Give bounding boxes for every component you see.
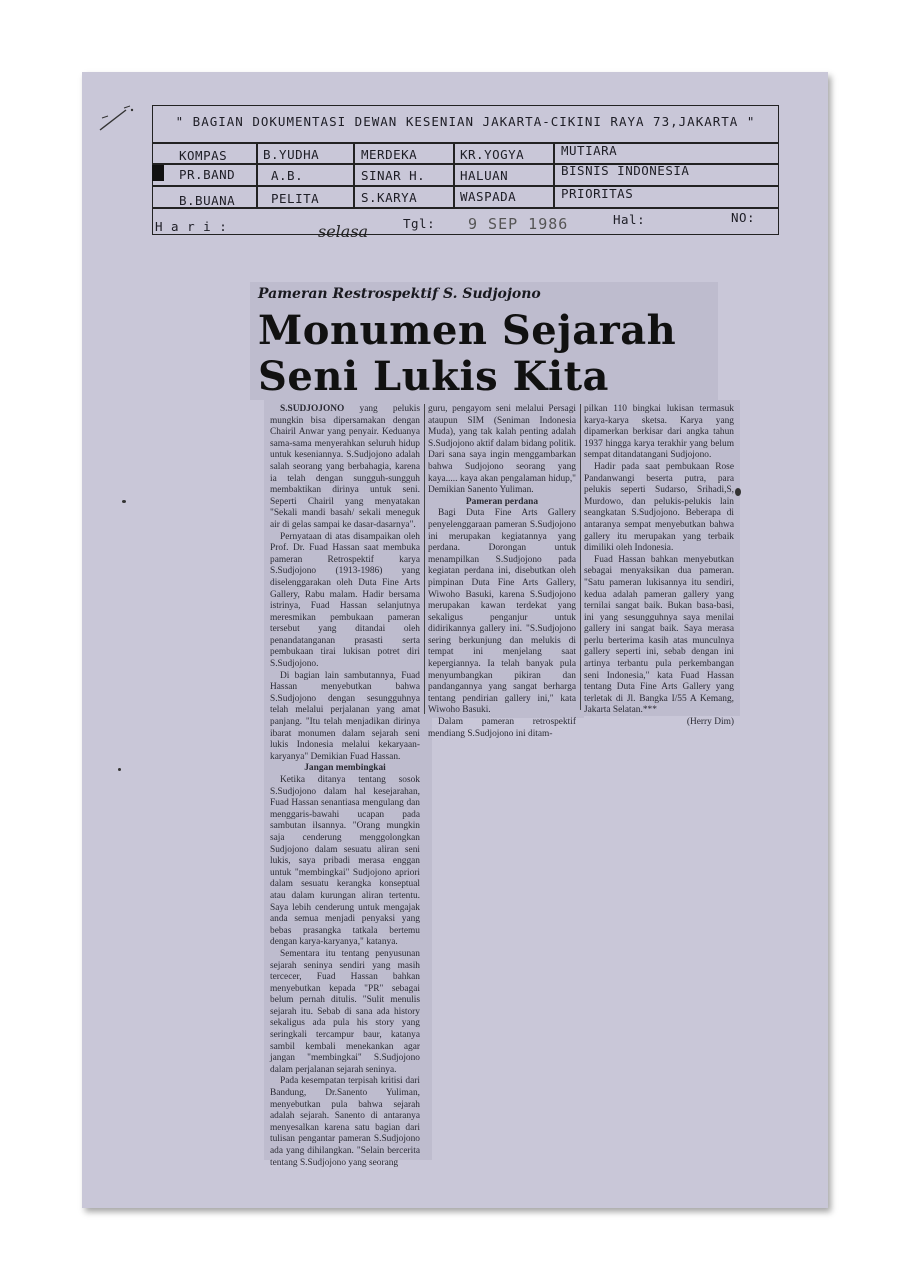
paper-ab: A.B. xyxy=(271,168,304,183)
col2-paragraph-3: Dalam pameran retrospektif mendiang S.Sudjojono ini ditam- xyxy=(428,717,576,739)
paper-merdeka: MERDEKA xyxy=(361,147,418,162)
paper-b-buana: B.BUANA xyxy=(179,193,236,208)
date-stamp: 9 SEP 1986 xyxy=(468,215,569,233)
header-title: " BAGIAN DOKUMENTASI DEWAN KESENIAN JAKARTA-CIKINI RAYA 73,JAKARTA " xyxy=(175,114,756,129)
column-divider-1 xyxy=(424,404,425,714)
paper-mutiara: MUTIARA xyxy=(561,143,618,158)
paper-s-karya: S.KARYA xyxy=(361,190,418,205)
col3-paragraph-2: Hadir pada saat pembukaan Rose Pandanwangi beserta putra, para pelukis seperti Sudarso, Srihadi,S, Murdowo, dan pelukis-pelukis lain seangkatan S.Sudjojono. Beberapa di antaranya sempat menyebutkan bahwa gallery itu merupakan yang terbaik dimiliki oleh Indonesia. xyxy=(584,461,734,554)
col1-paragraph-5: Sementara itu tentang penyusunan sejarah seninya sendiri yang masih tercecer, Fuad Hassan bahkan menyebutkan kepada "PR" sebagai belum pernah ditulis. "Sulit menulis sejarah itu. Sebab di sana ada history sekaligus ada pula his story yang seringkali tercampur baur, katanya sambil kembali menekankan agar jangan "membingkai" S.Sudjojono dalam perjalanan sejarah seninya. xyxy=(270,948,420,1075)
col2-subheading: Pameran perdana xyxy=(465,496,539,507)
paper-kompas: KOMPAS xyxy=(179,148,228,163)
article-headline xyxy=(258,308,676,400)
article-column-1 xyxy=(270,404,420,1169)
headline-line-2: Seni Lukis Kita xyxy=(258,353,609,400)
paper-prioritas: PRIORITAS xyxy=(561,186,634,201)
col1-subheading: Jangan membingkai xyxy=(304,763,386,774)
paper-b-yudha: B.YUDHA xyxy=(263,147,320,162)
hari-handwritten: selasa xyxy=(318,222,369,241)
article-column-3 xyxy=(584,404,734,729)
paper-bisnis-indonesia: BISNIS INDONESIA xyxy=(561,163,690,178)
selected-paper-marker xyxy=(152,165,164,181)
article-kicker: Pameran Restrospektif S. Sudjojono xyxy=(258,286,541,302)
article-column-2 xyxy=(428,404,576,740)
paper-pr-band: PR.BAND xyxy=(179,167,236,182)
hari-label: H a r i : xyxy=(155,219,228,234)
col3-paragraph-1: pilkan 110 bingkai lukisan termasuk karya-karya sketsa. Karya yang dipamerkan berkisar dari angka tahun 1937 hingga karya terakhir yang belum sempat ditandatangani Sudjojono. xyxy=(584,404,734,461)
col2-paragraph-1: guru, pengayom seni melalui Persagi ataupun SIM (Seniman Indonesia Muda), yang tak kalah penting adalah S.Sudjojono aktif dalam bidang politik. Dari sana saya ingin menggambarkan bahwa Sudjojono seorang yang kaya..... kaya akan pengalaman hidup," Demikian Sanento Yuliman. xyxy=(428,404,576,496)
col1-paragraph-2: Pernyataan di atas disampaikan oleh Prof. Dr. Fuad Hassan saat membuka pameran Retrospektif karya S.Sudjojono (1913-1986) yang diselenggarakan oleh Duta Fine Arts Gallery, Rabu malam. Hadir bersama istrinya, Fuad Hassan selanjutnya meresmikan pembukaan pameran tersebut yang ditandai oleh penandatanganan prasasti serta pembukaan tirai lukisan potret diri S.Sudjojono. xyxy=(270,531,420,670)
article-byline: (Herry Dim) xyxy=(686,717,734,728)
col2-paragraph-2: Bagi Duta Fine Arts Gallery penyelenggaraan pameran S.Sudjojono ini merupakan kegiatannya yang perdana. Dorongan untuk menampilkan S.Sudjojono pada kegiatan perdana ini, disebutkan oleh pimpinan Duta Fine Arts Gallery, Wiwoho Basuki, karena S.Sudjojono merupakan kawan terdekat yang sekaligus penganjur untuk didirikannya gallery ini. "S.Sudjojono sering berkunjung dan melukis di tempat ini menjelang saat kepergiannya. Ia telah banyak pula menyumbangkan pikiran dan pandangannya yang sangat berharga tentang pendirian gallery ini," kata Wiwoho Basuki. xyxy=(428,508,576,716)
dust-speck xyxy=(118,768,121,771)
no-label: NO: xyxy=(731,210,756,225)
col1-paragraph-4: Ketika ditanya tentang sosok S.Sudjojono dalam hal kesejarahan, Fuad Hassan senantiasa mengulang dan menggaris-bawahi ucapan pada sambutan ilsannya. "Orang mungkin saja cenderung menggolongkan Sudjojono dalam sesuatu aliran seni lukis, saya pribadi merasa enggan untuk "membingkai" Sudjojono apriori dalam sesuatu kerangka konseptual atau dalam kurungan aliran tertentu. Saya lebih cenderung untuk mengajak anda semua menjadi penyaksi yang bebas prasangka tatkala bertemu dengan karya-karyanya," katanya. xyxy=(270,775,420,948)
paper-waspada: WASPADA xyxy=(460,189,517,204)
column-divider-2 xyxy=(580,404,581,710)
col1-paragraph-3: Di bagian lain sambutannya, Fuad Hassan menyebutkan bahwa S.Sudjojono dengan sesungguhnya telah melalui perjalanan yang amat panjang. "Itu telah menjadikan dirinya ibarat monumen dalam sejarah seni lukis Indonesia melalui kekaryaan-karyanya" Demikian Fuad Hassan. xyxy=(270,670,420,762)
tgl-label: Tgl: xyxy=(403,216,436,231)
article-lead-name: S.SUDJOJONO xyxy=(280,404,345,414)
paper-kr-yogya: KR.YOGYA xyxy=(460,147,525,162)
headline-line-1: Monumen Sejarah xyxy=(258,307,677,354)
col1-paragraph-6: Pada kesempatan terpisah kritisi dari Bandung, Dr.Sanento Yuliman, menyebutkan pula bahwa sejarah adalah sejarah. Sanento di antaranya menyesalkan karena satu bagian dari tulisan pengantar pameran S.Sudjojono ada yang dihilangkan. "Selain bercerita tentang S.Sudjojono yang seorang xyxy=(270,1076,420,1168)
documentation-header xyxy=(152,105,779,235)
dust-speck xyxy=(122,500,126,503)
col1-paragraph-1: yang pelukis mungkin bisa dipersamakan dengan Chairil Anwar yang penyair. Keduanya sama-sama menyerahkan seluruh hidup untuk keseniannya. S.Sudjojono adalah salah seorang yang berbahagia, karena ia telah dengan sungguh-sungguh membaktikan dirinya untuk seni. Seperti Chairil yang menyatakan "Sekali mandi basah/ sekali meneguk air di gelas sampai ke dasar-dasarnya". xyxy=(270,404,420,530)
stamp-mark-icon xyxy=(96,104,136,134)
col3-paragraph-3: Fuad Hassan bahkan menyebutkan sebagai menyaksikan dua pameran. "Satu pameran lukisannya itu sendiri, kedua adalah pameran gallery yang ternilai sangat baik. Bukan basa-basi, ini yang sesungguhnya saya menilai gallery ini sangat baik. Saya merasa perlu berterima kasih atas munculnya gallery seperti ini, sebab dengan ini artinya terbantu pula perkembangan seni Indonesia," kata Fuad Hassan tentang Duta Fine Arts Gallery yang terletak di Jl. Bangka I/55 A Kemang, Jakarta Selatan.*** xyxy=(584,554,734,716)
paper-sinar-h: SINAR H. xyxy=(361,168,426,183)
dust-speck xyxy=(735,488,741,496)
paper-pelita: PELITA xyxy=(271,191,320,206)
hal-label: Hal: xyxy=(613,212,646,227)
paper-haluan: HALUAN xyxy=(460,168,509,183)
